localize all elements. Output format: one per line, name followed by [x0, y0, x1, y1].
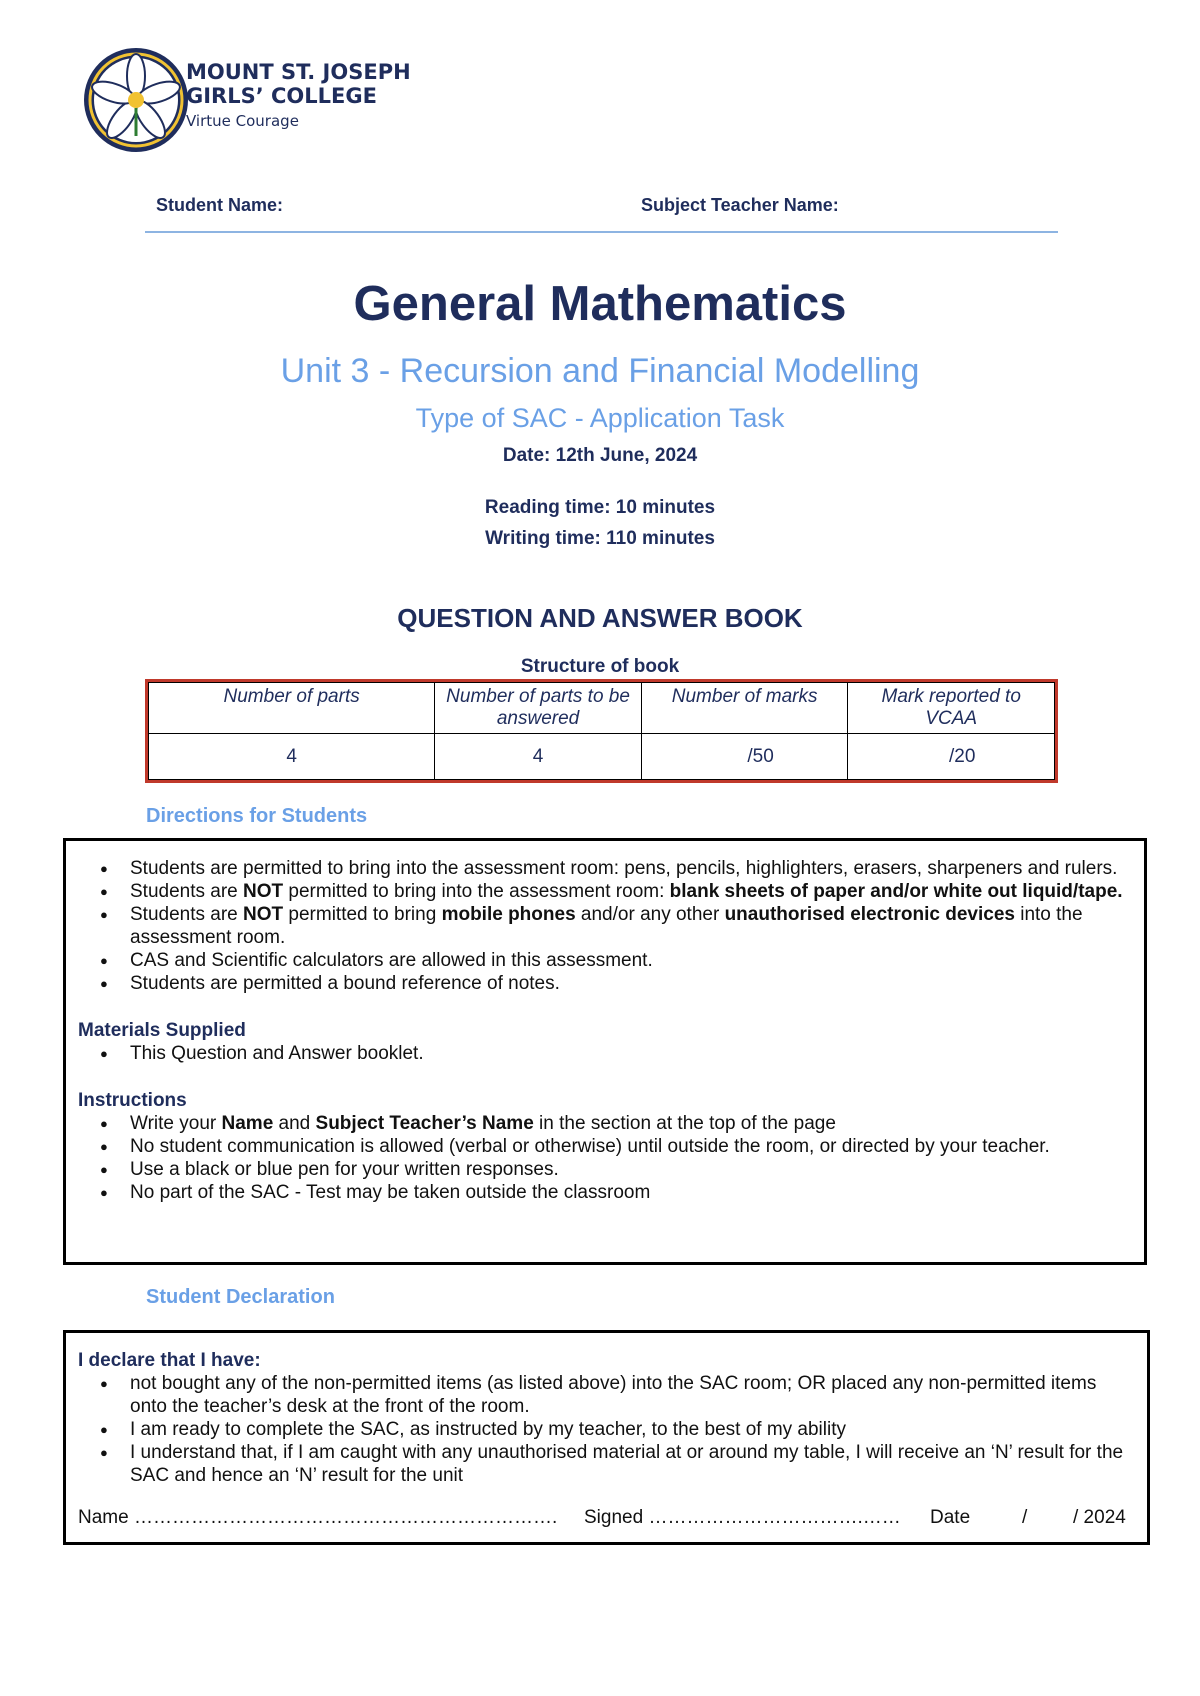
name-field[interactable]: Name ………………………………………………………….: [78, 1507, 558, 1528]
page-title: General Mathematics: [353, 277, 847, 331]
declaration-list: [78, 1372, 1135, 1487]
structure-label: Structure of book: [520, 656, 680, 677]
list-item: ● CAS and Scientific calculators are allowed in this assessment.: [130, 949, 1132, 972]
school-name-line1: MOUNT ST. JOSEPH: [186, 60, 411, 84]
list-item: ● I am ready to complete the SAC, as instructed by my teacher, to the best of my ability: [130, 1418, 1135, 1441]
signed-field[interactable]: Signed …………………………….……: [584, 1507, 901, 1528]
teacher-name-label: Subject Teacher Name:: [641, 195, 839, 215]
declaration-lead: I declare that I have:: [78, 1350, 261, 1371]
book-title: QUESTION AND ANSWER BOOK: [397, 603, 803, 633]
list-item: ● Students are permitted to bring into the assessment room: pens, pencils, highlighters, erasers, sharpeners and rulers.: [130, 857, 1132, 880]
school-name-line2: GIRLS’ COLLEGE: [186, 84, 377, 108]
table-header-parts-answered: Number of parts to be answered: [435, 683, 642, 734]
table-cell-parts-answered: 4: [435, 734, 642, 780]
directions-heading: Directions for Students: [146, 805, 368, 827]
name-field-underline: [145, 231, 1058, 233]
date-label: Date: [930, 1507, 971, 1528]
list-item: ● Write your Name and Subject Teacher’s Name in the section at the top of the page: [130, 1112, 1132, 1135]
declaration-heading: Student Declaration: [146, 1286, 335, 1308]
reading-time: Reading time: 10 minutes: [484, 497, 716, 518]
materials-list: [78, 1042, 1132, 1065]
list-item: ● Students are permitted a bound reference of notes.: [130, 972, 1132, 995]
table-cell-parts: 4: [149, 734, 435, 780]
sac-date: Date: 12th June, 2024: [502, 445, 698, 466]
directions-list: [78, 857, 1132, 995]
list-item: ● Students are NOT permitted to bring mobile phones and/or any other unauthorised electronic devices into the assessment room.: [130, 903, 1132, 949]
sac-type: Type of SAC - Application Task: [415, 403, 785, 433]
list-item: ● This Question and Answer booklet.: [130, 1042, 1132, 1065]
list-item: ● Use a black or blue pen for your written responses.: [130, 1158, 1132, 1181]
date-slash: /: [1022, 1507, 1028, 1528]
table-header-parts: Number of parts: [149, 683, 435, 734]
table-cell-vcaa: /20: [848, 734, 1055, 780]
signature-line: [78, 1507, 1135, 1530]
college-crest-icon: [82, 46, 190, 154]
school-logo: [82, 46, 582, 156]
table-header-marks: Number of marks: [641, 683, 848, 734]
writing-time: Writing time: 110 minutes: [485, 528, 715, 549]
table-cell-marks: /50: [641, 734, 848, 780]
structure-table-frame: [145, 679, 1058, 783]
instructions-heading: Instructions: [78, 1090, 187, 1111]
unit-subtitle: Unit 3 - Recursion and Financial Modelling: [280, 352, 920, 390]
list-item: ● Students are NOT permitted to bring into the assessment room: blank sheets of paper and/or white out liquid/tape.: [130, 880, 1132, 903]
list-item: ● I understand that, if I am caught with any unauthorised material at or around my table, I will receive an ‘N’ result for the SAC and hence an ‘N’ result for the unit: [130, 1441, 1135, 1487]
list-item: ● No student communication is allowed (verbal or otherwise) until outside the room, or directed by your teacher.: [130, 1135, 1132, 1158]
materials-heading: Materials Supplied: [78, 1020, 246, 1041]
directions-box: [63, 838, 1147, 1265]
table-header-vcaa: Mark reported to VCAA: [848, 683, 1055, 734]
declaration-box: [63, 1330, 1150, 1545]
instructions-list: [78, 1112, 1132, 1204]
list-item: ● not bought any of the non-permitted items (as listed above) into the SAC room; OR placed any non-permitted items onto the teacher’s desk at the front of the room.: [130, 1372, 1135, 1418]
list-item: ● No part of the SAC - Test may be taken outside the classroom: [130, 1181, 1132, 1204]
structure-table: [148, 682, 1055, 780]
student-name-label: Student Name:: [156, 195, 284, 215]
school-motto: Virtue Courage: [186, 112, 299, 130]
date-year: / 2024: [1073, 1507, 1126, 1528]
